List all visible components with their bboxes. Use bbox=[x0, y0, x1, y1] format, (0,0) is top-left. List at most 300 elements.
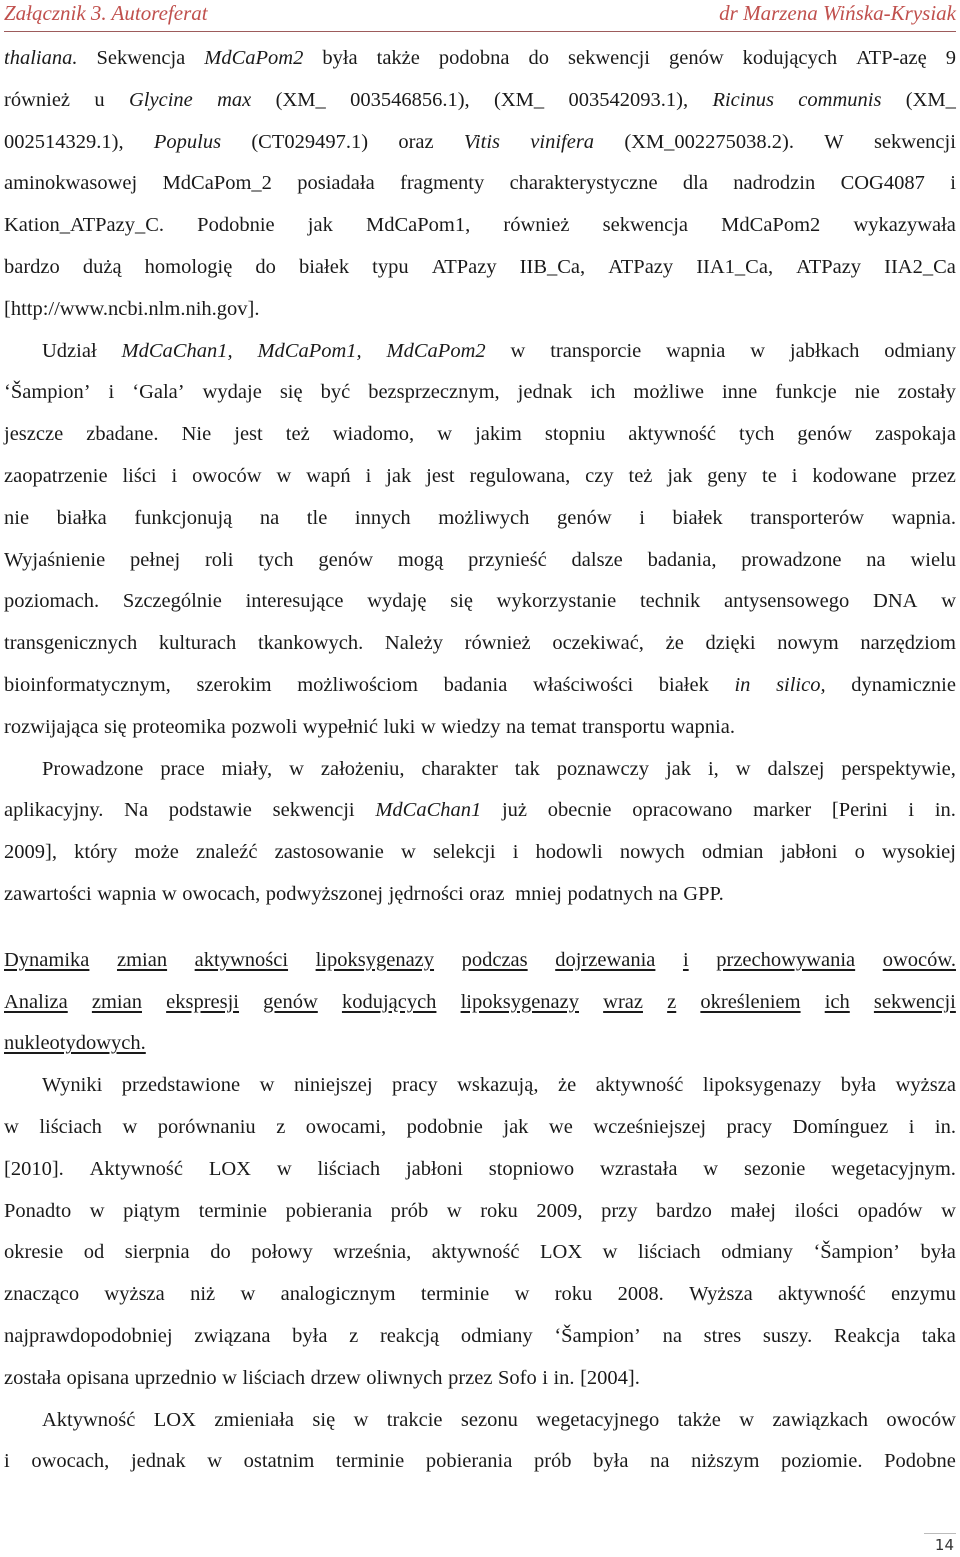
word: 2008. bbox=[617, 1283, 664, 1306]
word: owoców. bbox=[882, 948, 956, 971]
word: z bbox=[276, 1115, 286, 1138]
word: sezonu bbox=[460, 1408, 518, 1431]
header-left: Załącznik 3. Autoreferat bbox=[4, 1, 208, 25]
word: wysokiej bbox=[881, 841, 956, 864]
word: Ponadto bbox=[4, 1199, 72, 1222]
word: na bbox=[650, 1450, 670, 1473]
word-part: MdCaPom1, bbox=[257, 339, 362, 362]
word: Na bbox=[124, 799, 149, 822]
word: odmiany bbox=[460, 1324, 533, 1347]
text-line bbox=[4, 1065, 956, 1107]
word: znacząco bbox=[4, 1283, 80, 1306]
word: suszy. bbox=[762, 1324, 813, 1347]
word: zmieniała bbox=[214, 1408, 294, 1431]
word: związana bbox=[194, 1324, 271, 1347]
word: zaspokaja bbox=[875, 423, 956, 446]
word: zawiązkach bbox=[772, 1408, 869, 1431]
text-line bbox=[4, 1107, 956, 1149]
word: września, bbox=[333, 1241, 412, 1264]
word: Analiza bbox=[4, 990, 68, 1013]
word: sekwencji bbox=[568, 47, 650, 69]
word-part: MdCaChan1, bbox=[121, 339, 233, 362]
word: w bbox=[446, 1199, 462, 1222]
text-line bbox=[4, 163, 956, 205]
word: (XM_002275038.2). bbox=[624, 130, 795, 153]
word: na bbox=[866, 548, 886, 571]
word: białek bbox=[658, 673, 709, 696]
word: drzew bbox=[310, 1366, 361, 1389]
word: sekwencja bbox=[602, 214, 688, 237]
word: podwyższonej bbox=[265, 882, 384, 905]
word: w bbox=[222, 1366, 237, 1389]
word: w bbox=[259, 1074, 275, 1097]
text-line bbox=[4, 940, 956, 982]
word: niniejszej bbox=[293, 1074, 373, 1097]
word: uprzednio bbox=[134, 1366, 217, 1389]
word: charakterystyczne bbox=[509, 172, 658, 195]
word: podobnie bbox=[406, 1115, 483, 1138]
word: w bbox=[602, 1241, 618, 1264]
word: w bbox=[735, 757, 751, 780]
word: wegetacyjnym. bbox=[831, 1157, 956, 1180]
word: (XM_ bbox=[275, 88, 326, 111]
word: mniej bbox=[510, 882, 562, 905]
word: była bbox=[292, 1324, 328, 1347]
word: już bbox=[501, 799, 528, 822]
word: bardzo bbox=[656, 1199, 712, 1222]
text-line bbox=[4, 749, 956, 791]
word: szerokim bbox=[196, 673, 272, 696]
word: i bbox=[542, 1366, 548, 1389]
word: wyższa bbox=[104, 1283, 165, 1306]
word: inne bbox=[721, 381, 758, 404]
text-line bbox=[4, 1400, 956, 1442]
word: Należy bbox=[384, 632, 443, 655]
word: przedstawione bbox=[121, 1074, 241, 1097]
word: te bbox=[762, 464, 777, 487]
word: dynamicznie bbox=[851, 673, 956, 696]
word: IIA2_Ca bbox=[884, 255, 956, 278]
word: była bbox=[840, 1074, 877, 1097]
word: owocami, bbox=[305, 1115, 387, 1138]
word: trakcie bbox=[386, 1408, 443, 1431]
word: wapnia bbox=[666, 339, 726, 362]
word: funkcje bbox=[775, 381, 837, 404]
word: w bbox=[207, 1450, 223, 1473]
word: (CT029497.1) bbox=[251, 130, 369, 153]
word: ‘Šampion’ bbox=[4, 381, 91, 404]
word: zmian bbox=[116, 948, 168, 971]
word: charakter bbox=[421, 757, 498, 780]
word: marker bbox=[753, 799, 812, 822]
word bbox=[464, 122, 500, 164]
word: jeszcze bbox=[4, 423, 64, 446]
word bbox=[734, 665, 750, 707]
word: w bbox=[240, 1283, 256, 1306]
word: jakim bbox=[475, 423, 522, 446]
word: ‘Šampion’ bbox=[813, 1241, 900, 1264]
word: ATPazy bbox=[796, 255, 862, 278]
word: podstawie bbox=[168, 799, 252, 822]
word: i bbox=[908, 799, 915, 822]
word: w bbox=[510, 339, 526, 362]
word: liściach bbox=[638, 1241, 701, 1264]
word: białka bbox=[56, 506, 107, 529]
word: wapnia. bbox=[670, 715, 735, 738]
word: (XM_ bbox=[494, 88, 545, 111]
word: w bbox=[276, 1157, 292, 1180]
word: odmiany bbox=[884, 339, 956, 362]
word: reakcją bbox=[379, 1324, 440, 1347]
text-line bbox=[4, 1023, 956, 1065]
word: tych bbox=[258, 548, 294, 571]
word: LOX bbox=[153, 1408, 196, 1431]
word: w bbox=[276, 464, 292, 487]
word: pobierania bbox=[425, 1450, 513, 1473]
word: aktywności bbox=[194, 948, 289, 971]
text-line bbox=[4, 372, 956, 414]
word: temat bbox=[530, 715, 577, 738]
text-line bbox=[4, 581, 956, 623]
word: bardzo bbox=[4, 255, 60, 278]
text-line bbox=[4, 1232, 956, 1274]
word: MdCaPom1, bbox=[366, 214, 471, 237]
word: bezsprzecznym, bbox=[368, 381, 500, 404]
word: COG4087 bbox=[840, 172, 925, 195]
word: in. bbox=[553, 1366, 575, 1389]
word: przez bbox=[448, 1366, 493, 1389]
word: transporcie bbox=[550, 339, 642, 362]
word: luki bbox=[383, 715, 416, 738]
word: jest bbox=[426, 464, 455, 487]
word: w bbox=[437, 423, 453, 446]
word: analogicznym bbox=[280, 1283, 396, 1306]
word: nukleotydowych. bbox=[4, 1032, 146, 1055]
word: nie bbox=[854, 381, 880, 404]
word: sierpnia bbox=[124, 1241, 190, 1264]
word: wegetacyjnego bbox=[536, 1408, 660, 1431]
word: wykorzystanie bbox=[496, 590, 617, 613]
word: 003542093.1), bbox=[568, 88, 689, 111]
word: jabłkach bbox=[789, 339, 860, 362]
text-line bbox=[4, 832, 956, 874]
word: Podobnie bbox=[197, 214, 275, 237]
text-line bbox=[4, 122, 956, 164]
word: Wyższa bbox=[689, 1283, 753, 1306]
word: była bbox=[322, 47, 358, 69]
word bbox=[204, 38, 303, 80]
header-right: dr Marzena Wińska-Krysiak bbox=[719, 1, 956, 25]
word: jak bbox=[503, 1115, 529, 1138]
word: oczekiwać, bbox=[552, 632, 644, 655]
word: na bbox=[662, 1324, 682, 1347]
word: również bbox=[4, 88, 71, 111]
word: dzięki bbox=[705, 632, 756, 655]
word-part: communis bbox=[798, 88, 882, 111]
word: została bbox=[4, 1366, 61, 1389]
word: ‘Gala’ bbox=[132, 381, 185, 404]
word: u bbox=[94, 88, 105, 111]
word: hodowli bbox=[535, 841, 603, 864]
word: zawartości bbox=[4, 882, 92, 905]
word: poziomie. bbox=[781, 1450, 863, 1473]
word: sekwencji bbox=[873, 130, 956, 153]
word: jak bbox=[307, 214, 333, 237]
word: zaopatrzenie bbox=[4, 464, 108, 487]
word: również bbox=[464, 632, 531, 655]
word: enzymu bbox=[891, 1283, 956, 1306]
word: 2009], bbox=[4, 841, 57, 864]
text-line bbox=[4, 707, 956, 749]
text-line bbox=[4, 38, 956, 80]
word: kulturach bbox=[158, 632, 237, 655]
word: bioinformatycznym, bbox=[4, 673, 171, 696]
word: liści bbox=[122, 464, 157, 487]
word: sezonie bbox=[743, 1157, 806, 1180]
word: porównaniu bbox=[157, 1115, 256, 1138]
word: w bbox=[739, 1408, 755, 1431]
word: in. bbox=[934, 1115, 956, 1138]
word: LOX bbox=[540, 1241, 583, 1264]
word: owocach, bbox=[182, 882, 261, 905]
word: ostatnim bbox=[243, 1450, 315, 1473]
word: kodowane bbox=[812, 464, 897, 487]
word: w bbox=[161, 882, 177, 905]
word: pozwoli bbox=[231, 715, 298, 738]
word: typu bbox=[372, 255, 409, 278]
word: Reakcja bbox=[833, 1324, 900, 1347]
word bbox=[4, 38, 77, 80]
word-part: max bbox=[217, 88, 252, 111]
word: MdCaPom_2 bbox=[162, 172, 272, 195]
word: przy bbox=[601, 1199, 638, 1222]
word: jak bbox=[665, 757, 691, 780]
text-line bbox=[4, 289, 956, 331]
word: z bbox=[349, 1324, 359, 1347]
word: narzędziom bbox=[860, 632, 956, 655]
word: odmian bbox=[701, 841, 764, 864]
word: podczas bbox=[461, 948, 528, 971]
word: wapnia bbox=[97, 882, 157, 905]
word: liściach bbox=[242, 1366, 306, 1389]
word: lipoksygenazy bbox=[460, 990, 579, 1013]
word: dużą bbox=[82, 255, 122, 278]
word: kodujących bbox=[742, 47, 838, 69]
word: być bbox=[320, 381, 351, 404]
word: w bbox=[401, 841, 416, 864]
word: ich bbox=[824, 990, 850, 1013]
word: zmian bbox=[91, 990, 142, 1013]
header-rule bbox=[4, 31, 956, 32]
word bbox=[217, 80, 251, 122]
word: jest bbox=[234, 423, 263, 446]
word: Podobne bbox=[884, 1450, 956, 1473]
text-line bbox=[4, 540, 956, 582]
word: w bbox=[750, 339, 766, 362]
word: dalszej bbox=[767, 757, 825, 780]
word: jędrności bbox=[388, 882, 464, 905]
text-line bbox=[4, 80, 956, 122]
word: pracy bbox=[392, 1074, 438, 1097]
word: wykazywała bbox=[853, 214, 956, 237]
word: w bbox=[514, 1283, 530, 1306]
word: ATP-azę bbox=[856, 47, 927, 69]
word: się bbox=[450, 590, 473, 613]
word: Sekwencja bbox=[96, 47, 186, 69]
word: regulowana, bbox=[469, 464, 571, 487]
word: który bbox=[74, 841, 118, 864]
word: w bbox=[4, 1115, 19, 1138]
word: DNA bbox=[873, 590, 918, 613]
word: kodujących bbox=[341, 990, 437, 1013]
word-part: Glycine bbox=[129, 88, 193, 111]
word: możliwościom bbox=[297, 673, 418, 696]
word: małej bbox=[730, 1199, 776, 1222]
word: zastosowanie bbox=[274, 841, 384, 864]
word: założeniu, bbox=[320, 757, 405, 780]
word: stres bbox=[703, 1324, 742, 1347]
text-line bbox=[4, 1274, 956, 1316]
word: i bbox=[171, 464, 178, 487]
word: (XM_ bbox=[905, 88, 956, 111]
paragraph-gap bbox=[4, 916, 956, 940]
word: jak bbox=[386, 464, 412, 487]
word: stopniowo bbox=[488, 1157, 575, 1180]
word: IIA1_Ca, bbox=[696, 255, 774, 278]
word: jednak bbox=[517, 381, 573, 404]
word: w bbox=[122, 1115, 138, 1138]
word: terminie bbox=[420, 1283, 490, 1306]
word: i bbox=[791, 464, 798, 487]
word: roli bbox=[204, 548, 234, 571]
word: okresie bbox=[4, 1241, 64, 1264]
word: wzrastała bbox=[600, 1157, 678, 1180]
word: aminokwasowej bbox=[4, 172, 138, 195]
word: wiadomo, bbox=[332, 423, 415, 446]
word: genów bbox=[263, 990, 318, 1013]
word: że bbox=[665, 632, 684, 655]
word: czy bbox=[585, 464, 614, 487]
word: dla bbox=[682, 172, 708, 195]
text-line bbox=[4, 1316, 956, 1358]
word: na bbox=[506, 715, 526, 738]
word: Szczególnie bbox=[122, 590, 222, 613]
word: od bbox=[83, 1241, 105, 1264]
word: 003546856.1), bbox=[350, 88, 470, 111]
word: na bbox=[658, 882, 678, 905]
word: niższym bbox=[691, 1450, 760, 1473]
page-number: 14 bbox=[934, 1536, 954, 1554]
word-part: MdCaPom2 bbox=[386, 339, 486, 362]
word: proteomika bbox=[132, 715, 226, 738]
word: do bbox=[210, 1241, 231, 1264]
word: wapń bbox=[306, 464, 351, 487]
word: GPP. bbox=[683, 882, 724, 905]
word: i bbox=[512, 841, 519, 864]
word: transporterów bbox=[750, 506, 865, 529]
word: terminie bbox=[198, 1199, 267, 1222]
word: się bbox=[104, 715, 127, 738]
word: tkankowych. bbox=[257, 632, 364, 655]
word: wypełnić bbox=[302, 715, 378, 738]
word: była bbox=[593, 1450, 629, 1473]
word: do bbox=[255, 255, 276, 278]
text-line bbox=[4, 456, 956, 498]
word: i bbox=[950, 172, 956, 195]
word: pełnej bbox=[130, 548, 181, 571]
word: technik bbox=[639, 590, 701, 613]
word: obecnie bbox=[547, 799, 612, 822]
text-line bbox=[4, 331, 956, 373]
text-line bbox=[4, 414, 956, 456]
word-part: thaliana. bbox=[4, 47, 78, 69]
word: aktywność bbox=[628, 423, 716, 446]
word: 2009, bbox=[536, 1199, 583, 1222]
word: tak bbox=[514, 757, 540, 780]
word: w bbox=[420, 715, 436, 738]
word-part: vinifera bbox=[530, 130, 595, 153]
word: posiadała bbox=[297, 172, 375, 195]
word: geny bbox=[707, 464, 748, 487]
word-part: Vitis bbox=[463, 130, 500, 153]
word bbox=[129, 80, 193, 122]
word: i bbox=[365, 464, 372, 487]
word: lipoksygenazy bbox=[702, 1074, 822, 1097]
word: opadów bbox=[857, 1199, 923, 1222]
word: wraz bbox=[603, 990, 643, 1013]
word: dojrzewania bbox=[555, 948, 656, 971]
word: genów bbox=[797, 423, 853, 446]
word: rozwijająca bbox=[4, 715, 99, 738]
text-line bbox=[4, 1191, 956, 1233]
word: białek bbox=[298, 255, 350, 278]
word: IIB_Ca, bbox=[519, 255, 586, 278]
word: we bbox=[548, 1115, 573, 1138]
word: że bbox=[557, 1074, 577, 1097]
word-part: in bbox=[734, 673, 751, 696]
word: najprawdopodobniej bbox=[4, 1324, 173, 1347]
word: i bbox=[4, 1450, 10, 1473]
document-body bbox=[4, 38, 956, 1483]
word: właściwości bbox=[532, 673, 634, 696]
word: stopniu bbox=[544, 423, 606, 446]
word: ATPazy bbox=[431, 255, 497, 278]
word: w bbox=[941, 1199, 956, 1222]
word: była bbox=[920, 1241, 956, 1264]
word: w bbox=[703, 1157, 719, 1180]
word bbox=[712, 80, 774, 122]
word: nowych bbox=[619, 841, 685, 864]
word: poziomach. bbox=[4, 590, 100, 613]
word: wskazują, bbox=[457, 1074, 539, 1097]
word: poznawczy bbox=[556, 757, 649, 780]
word: genów bbox=[668, 47, 724, 69]
word: in. bbox=[934, 799, 956, 822]
word: prób bbox=[533, 1450, 572, 1473]
word bbox=[122, 331, 233, 373]
word: aplikacyjny. bbox=[4, 799, 104, 822]
word: miały, bbox=[221, 757, 273, 780]
word: zbadane. bbox=[86, 423, 159, 446]
word: badania, bbox=[647, 548, 717, 571]
word: opracowano bbox=[632, 799, 733, 822]
word: się bbox=[312, 1408, 336, 1431]
word: ATPazy bbox=[608, 255, 674, 278]
footer-rule bbox=[924, 1533, 956, 1534]
word: określeniem bbox=[700, 990, 801, 1013]
word: przez bbox=[911, 464, 956, 487]
word: zostały bbox=[897, 381, 956, 404]
